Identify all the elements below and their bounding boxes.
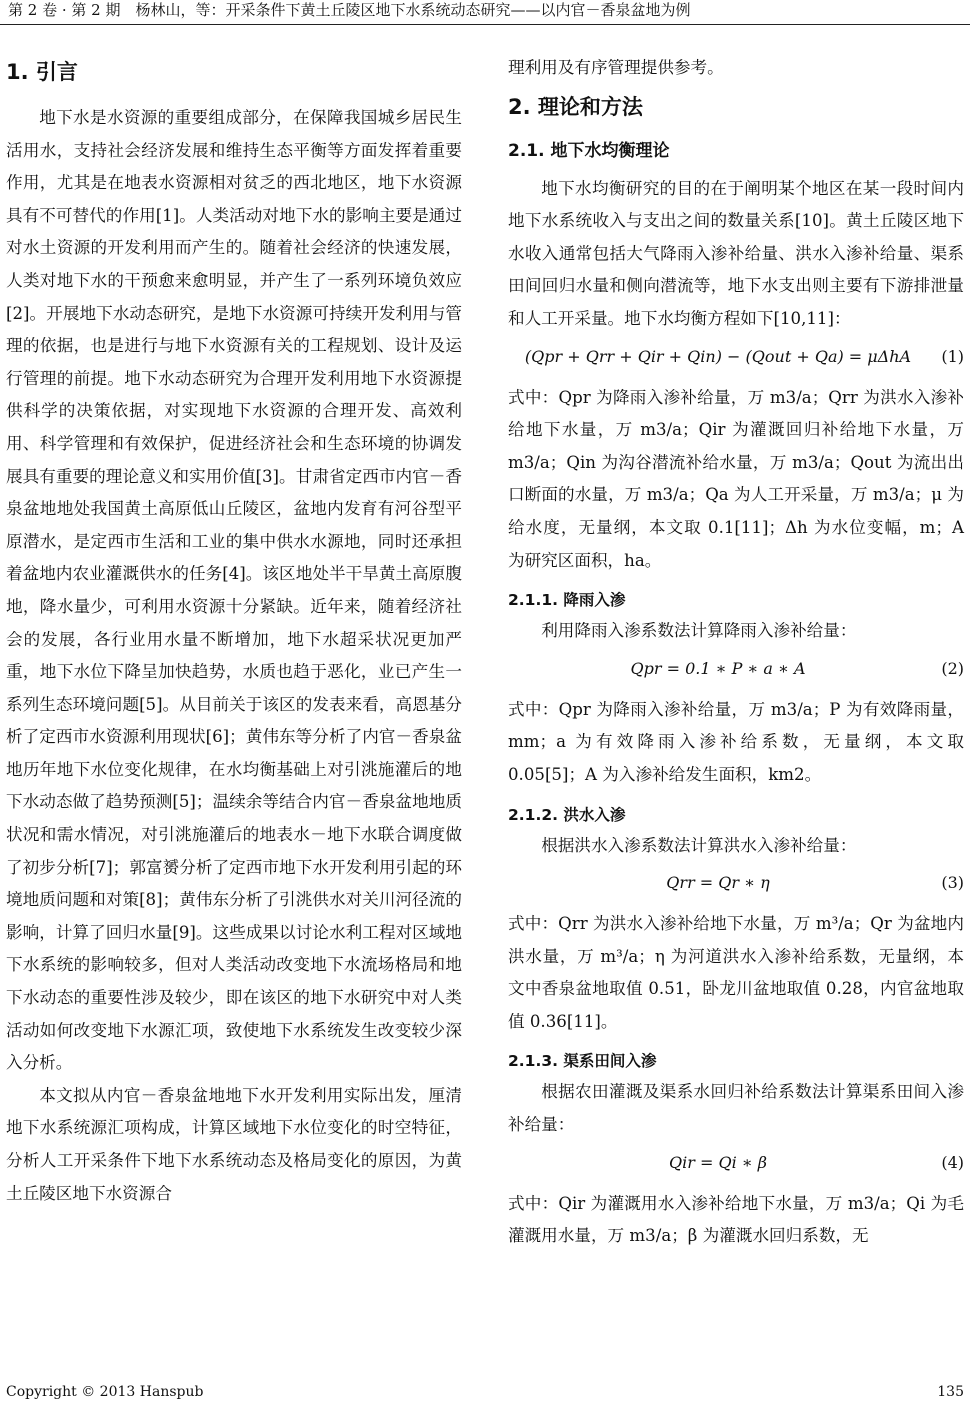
rainfall-paragraph: 利用降雨入渗系数法计算降雨入渗补给量：	[541, 621, 857, 641]
balance-theory-paragraph: 地下水均衡研究的目的在于阐明某个地区在某一段时间内地下水系统收入与支出之间的数量关系[10]。黄土丘陵区地下水收入通常包括大气降雨入渗补给量、洪水入渗补给量、渠系田间回归水量和侧向潜流等，地下水支出则主要有下游排泄量和人工开采量。地下水均衡方程如下[10,11]：	[508, 178, 964, 328]
left-column	[6, 50, 462, 1210]
flood-paragraph: 根据洪水入渗系数法计算洪水入渗补给量：	[541, 835, 857, 855]
equation-4-number: (4)	[941, 1152, 964, 1172]
intro-paragraph-1: 地下水是水资源的重要组成部分，在保障我国城乡居民生活用水，支持社会经济发展和维持生态平衡等方面发挥着重要作用，尤其是在地表水资源相对贫乏的西北地区，地下水资源具有不可替代的作用[1]。人类活动对地下水的影响主要是通过对水土资源的开发利用而产生的。随着社会经济的快速发展，人类对地下水的干预愈来愈明显，并产生了一系列环境负效应[2]。开展地下水动态研究，是地下水资源可持续开发利用与管理的依据，也是进行与地下水资源有关的工程规划、设计及运行管理的前提。地下水动态研究为合理开发利用地下水资源提供科学的决策依据，对实现地下水资源的合理开发、高效利用、科学管理和有效保护，促进经济社会和生态环境的协调发展具有重要的理论意义和实用价值[3]。甘肃省定西市内官－香泉盆地地处我国黄土高原低山丘陵区，盆地内发育有河谷型平原潜水，是定西市生活和工业的集中供水水源地，同时还承担着盆地内农业灌溉供水的任务[4]。该区地处半干旱黄土高原腹地，降水量少，可利用水资源十分紧缺。近年来，随着经济社会的发展，各行业用水量不断增加，地下水超采状况更加严重，地下水位下降呈加快趋势，水质也趋于恶化，业已产生一系列生态环境问题[5]。从目前关于该区的发表来看，高恩基分析了定西市水资源利用现状[6]；黄伟东等分析了内官－香泉盆地历年地下水位变化规律，在水均衡基础上对引洮施灌后的地下水动态做了趋势预测[5]；温续余等结合内官－香泉盆地地质状况和需水情况，对引洮施灌后的地表水－地下水联合调度做了初步分析[7]；郭富赟分析了定西市地下水开发利用引起的环境地质问题和对策[8]；黄伟东分析了引洮供水对关川河径流的影响，计算了回归水量[9]。这些成果以讨论水利工程对区域地下水系统的影响较多，但对人类活动改变地下水流场格局和地下水动态的重要性涉及较少，即在该区的地下水研究中对人类活动如何改变地下水源汇项，致使地下水系统发生改变较少深入分析。	[6, 108, 462, 1073]
section-2-title: 2. 理论和方法	[508, 94, 643, 119]
equation-2-definitions: 式中：Qpr 为降雨入渗补给量，万 m3/a；P 为有效降雨量，mm；a 为有效降雨入渗补给系数，无量纲，本文取 0.05[5]；A 为入渗补给发生面积，km2。	[508, 699, 964, 784]
header-rule	[0, 24, 970, 25]
running-header: 第 2 卷 · 第 2 期 杨林山，等：开采条件下黄土丘陵区地下水系统动态研究——以内官－香泉盆地为例	[8, 1, 691, 19]
equation-3-body: Qrr = Qr ∗ η	[666, 873, 770, 893]
page-number: 135	[937, 1384, 964, 1400]
equation-2-body: Qpr = 0.1 ∗ P ∗ a ∗ A	[630, 658, 806, 678]
intro-paragraph-2-cont: 理利用及有序管理提供参考。	[508, 58, 724, 77]
equation-4-body: Qir = Qi ∗ β	[669, 1152, 767, 1172]
equation-3-number: (3)	[941, 873, 964, 893]
equation-1-body: (Qpr + Qrr + Qir + Qin) − (Qout + Qa) = μΔhA	[524, 346, 912, 366]
equation-1-number: (1)	[941, 346, 964, 366]
copyright-notice: Copyright © 2013 Hanspub	[6, 1384, 204, 1400]
equation-1-definitions: 式中：Qpr 为降雨入渗补给量，万 m3/a；Qrr 为洪水入渗补给地下水量，万 m3/a；Qir 为灌溉回归补给地下水量，万 m3/a；Qin 为沟谷潜流补给水量，万 m3/a；Qout 为流出出口断面的水量，万 m3/a；Qa 为人工开采量，万 m3/a；μ 为给水度，无量纲，本文取 0.1[11]；Δh 为水位变幅，m；A 为研究区面积，ha。	[508, 387, 964, 570]
subsection-2-1-3-title: 2.1.3. 渠系田间入渗	[508, 1052, 657, 1071]
equation-1	[508, 342, 964, 372]
equation-4-definitions: 式中：Qir 为灌溉用水入渗补给地下水量，万 m3/a；Qi 为毛灌溉用水量，万 m3/a；β 为灌溉水回归系数，无	[508, 1193, 964, 1246]
equation-3	[508, 868, 964, 898]
canal-paragraph: 根据农田灌溉及渠系水回归补给系数法计算渠系田间入渗补给量：	[508, 1082, 964, 1135]
equation-3-definitions: 式中：Qrr 为洪水入渗补给地下水量，万 m³/a；Qr 为盆地内洪水量，万 m³/a；η 为河道洪水入渗补给系数，无量纲，本文中香泉盆地取值 0.51，卧龙川盆地取值 0.28，内官盆地取值 0.36[11]。	[508, 914, 964, 1031]
subsection-2-1-2-title: 2.1.2. 洪水入渗	[508, 805, 626, 824]
equation-2	[508, 654, 964, 684]
right-column	[508, 52, 964, 1253]
equation-4	[508, 1148, 964, 1178]
page-footer	[6, 1384, 964, 1400]
section-1-title: 1. 引言	[6, 60, 78, 84]
equation-2-number: (2)	[941, 658, 964, 678]
subsection-2-1-title: 2.1. 地下水均衡理论	[508, 140, 670, 161]
subsection-2-1-1-title: 2.1.1. 降雨入渗	[508, 591, 626, 610]
intro-paragraph-2: 本文拟从内官－香泉盆地地下水开发利用实际出发，厘清地下水系统源汇项构成，计算区域地下水位变化的时空特征，分析人工开采条件下地下水系统动态及格局变化的原因，为黄土丘陵区地下水资源合	[6, 1085, 462, 1203]
